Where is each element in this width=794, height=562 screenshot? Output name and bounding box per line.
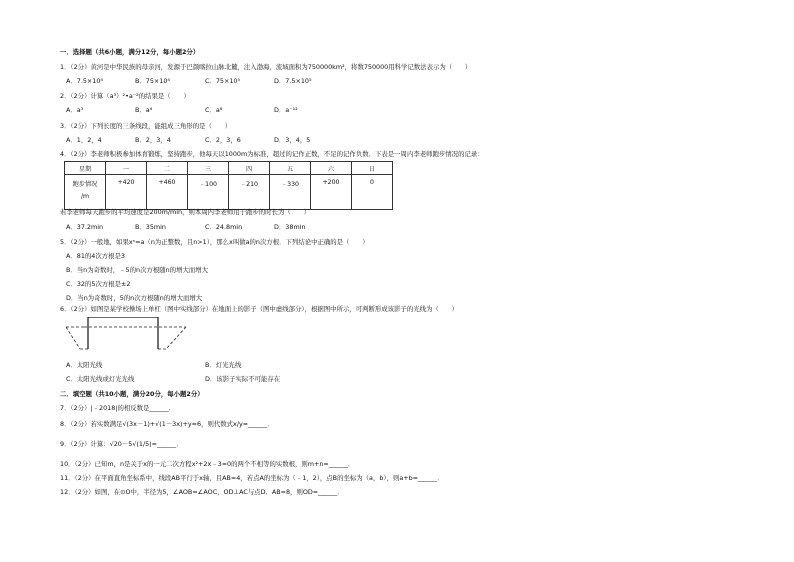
shadow-left-slant: [66, 327, 80, 349]
question-4-stem: 4．（2分）李老师积极参加体育锻炼，坚持跑步，他每天以1000m为标准，超过的记作正数，不足的记作负数．下表是一周内李老师跑步情况的记录：: [60, 150, 484, 158]
table-cell: 四: [229, 162, 270, 175]
question-4-option-d: D．38min: [274, 223, 306, 231]
question-1-stem: 1．（2分）黄河是中华民族的母亲河，发源于巴颜喀拉山脉北麓，注入渤海，流域面积为750000km²，将数750000用科学记数法表示为（ ）: [60, 63, 472, 71]
table-cell: 三: [188, 162, 229, 175]
question-5-option-b: B．当n为奇数时，﹣5的n次方根随n的增大而增大: [66, 266, 209, 274]
table-cell: +460: [147, 175, 188, 210]
table-cell: ﹣330: [270, 175, 311, 210]
question-11: 11．（2分）在平面直角坐标系中，线段AB平行于x轴，且AB=4，若点A的坐标为（﹣1，2），点B的坐标为（a，b），则a+b=______．: [60, 474, 444, 482]
question-12: 12．（2分）如图，在⊙O中，半径为5，∠AOB=∠AOC，OD⊥AC与点D．AB=8，则OD=______．: [60, 488, 344, 496]
question-7: 7．（2分）|﹣2018|的相反数是______．: [60, 404, 175, 412]
question-10: 10．（2分）已知m，n是关于x的一元二次方程x²+2x﹣3=0的两个不相等的实数根，则m+n=______．: [60, 460, 355, 468]
question-5-option-c: C．32的5次方根是±2: [66, 280, 131, 288]
table-cell: 日: [352, 162, 393, 175]
horizontal-bar-shadow-figure: [66, 317, 206, 357]
question-1-option-a: A．7.5×10⁴: [66, 77, 103, 85]
question-6-option-c: C．太阳光线或灯光光线: [66, 375, 135, 383]
shadow-right-slant: [166, 327, 186, 349]
section-two-title: 二．填空题（共10小题，满分20分，每小题2分）: [60, 390, 204, 398]
question-3-option-a: A．1，2，4: [66, 136, 102, 144]
question-3-option-b: B．2，3，4: [135, 136, 171, 144]
question-2-stem: 2．（2分）计算（a³）²•a⁻²的结果是（ ）: [60, 92, 190, 100]
table-cell: 二: [147, 162, 188, 175]
question-2-option-b: B．a⁴: [135, 106, 153, 114]
question-4-option-c: C．24.8min: [205, 223, 243, 231]
question-4-option-a: A．37.2min: [66, 223, 104, 231]
table-cell: +420: [106, 175, 147, 210]
question-1-option-d: D．7.5×10⁵: [274, 77, 312, 85]
table-cell: ﹣210: [229, 175, 270, 210]
table-cell: +200: [311, 175, 352, 210]
running-record-table: [64, 161, 393, 210]
question-3-option-c: C．2，3，6: [205, 136, 241, 144]
table-cell: 0: [352, 175, 393, 210]
question-4-option-b: B．35min: [135, 223, 166, 231]
table-cell: 六: [311, 162, 352, 175]
question-1-option-b: B．75×10⁴: [135, 77, 170, 85]
question-2-option-d: D．a⁻¹²: [274, 106, 298, 114]
table-cell: 一: [106, 162, 147, 175]
question-5-option-d: D．当n为奇数时，5的n次方根随n的增大而增大: [66, 294, 203, 302]
question-5-option-a: A．81的4次方根是3: [66, 252, 125, 260]
table-row: [65, 175, 393, 210]
table-cell: [65, 175, 106, 210]
table-row: [65, 162, 393, 175]
row-label-line-2: /m: [80, 193, 90, 200]
table-cell: 星期: [65, 162, 106, 175]
question-6-option-d: D．该影子实际不可能存在: [205, 375, 281, 383]
question-6-option-a: A．太阳光线: [66, 361, 103, 369]
section-one-title: 一．选择题（共6小题，满分12分，每小题2分）: [60, 48, 200, 56]
question-8: 8．（2分）若实数满足√(3x－1)+√(1－3x)+y=6，则代数式x/y=______．: [60, 420, 274, 428]
question-3-option-d: D．3，4，5: [274, 136, 311, 144]
question-6-stem: 6．（2分）如图是某学校操场上单杠（图中实线部分）在地面上的影子（图中虚线部分），根据图中所示，可判断形成该影子的光线为（ ）: [60, 305, 458, 313]
question-5-stem: 5．（2分）一般地，如果xⁿ=a（n为正整数，且n>1），那么x叫做a的n次方根．下列结论中正确的是（ ）: [60, 238, 369, 246]
table-cell: ﹣100: [188, 175, 229, 210]
row-label-line-1: 跑步情况: [72, 181, 98, 188]
question-2-option-c: C．a⁸: [205, 106, 223, 114]
question-2-option-a: A．a³: [66, 106, 84, 114]
table-cell: 五: [270, 162, 311, 175]
question-6-option-b: B．灯光光线: [205, 361, 242, 369]
question-3-stem: 3．（2分）下列长度的三条线段，能组成三角形的是（ ）: [60, 122, 232, 130]
question-9: 9．（2分）计算：√20－5√(1/5)=______．: [60, 440, 183, 448]
question-4-followup: 若李老师每天跑步的平均速度是200m/min，则本周内李老师用于跑步的时长为（ ）: [60, 208, 310, 216]
question-1-option-c: C．75×10⁵: [205, 77, 241, 85]
